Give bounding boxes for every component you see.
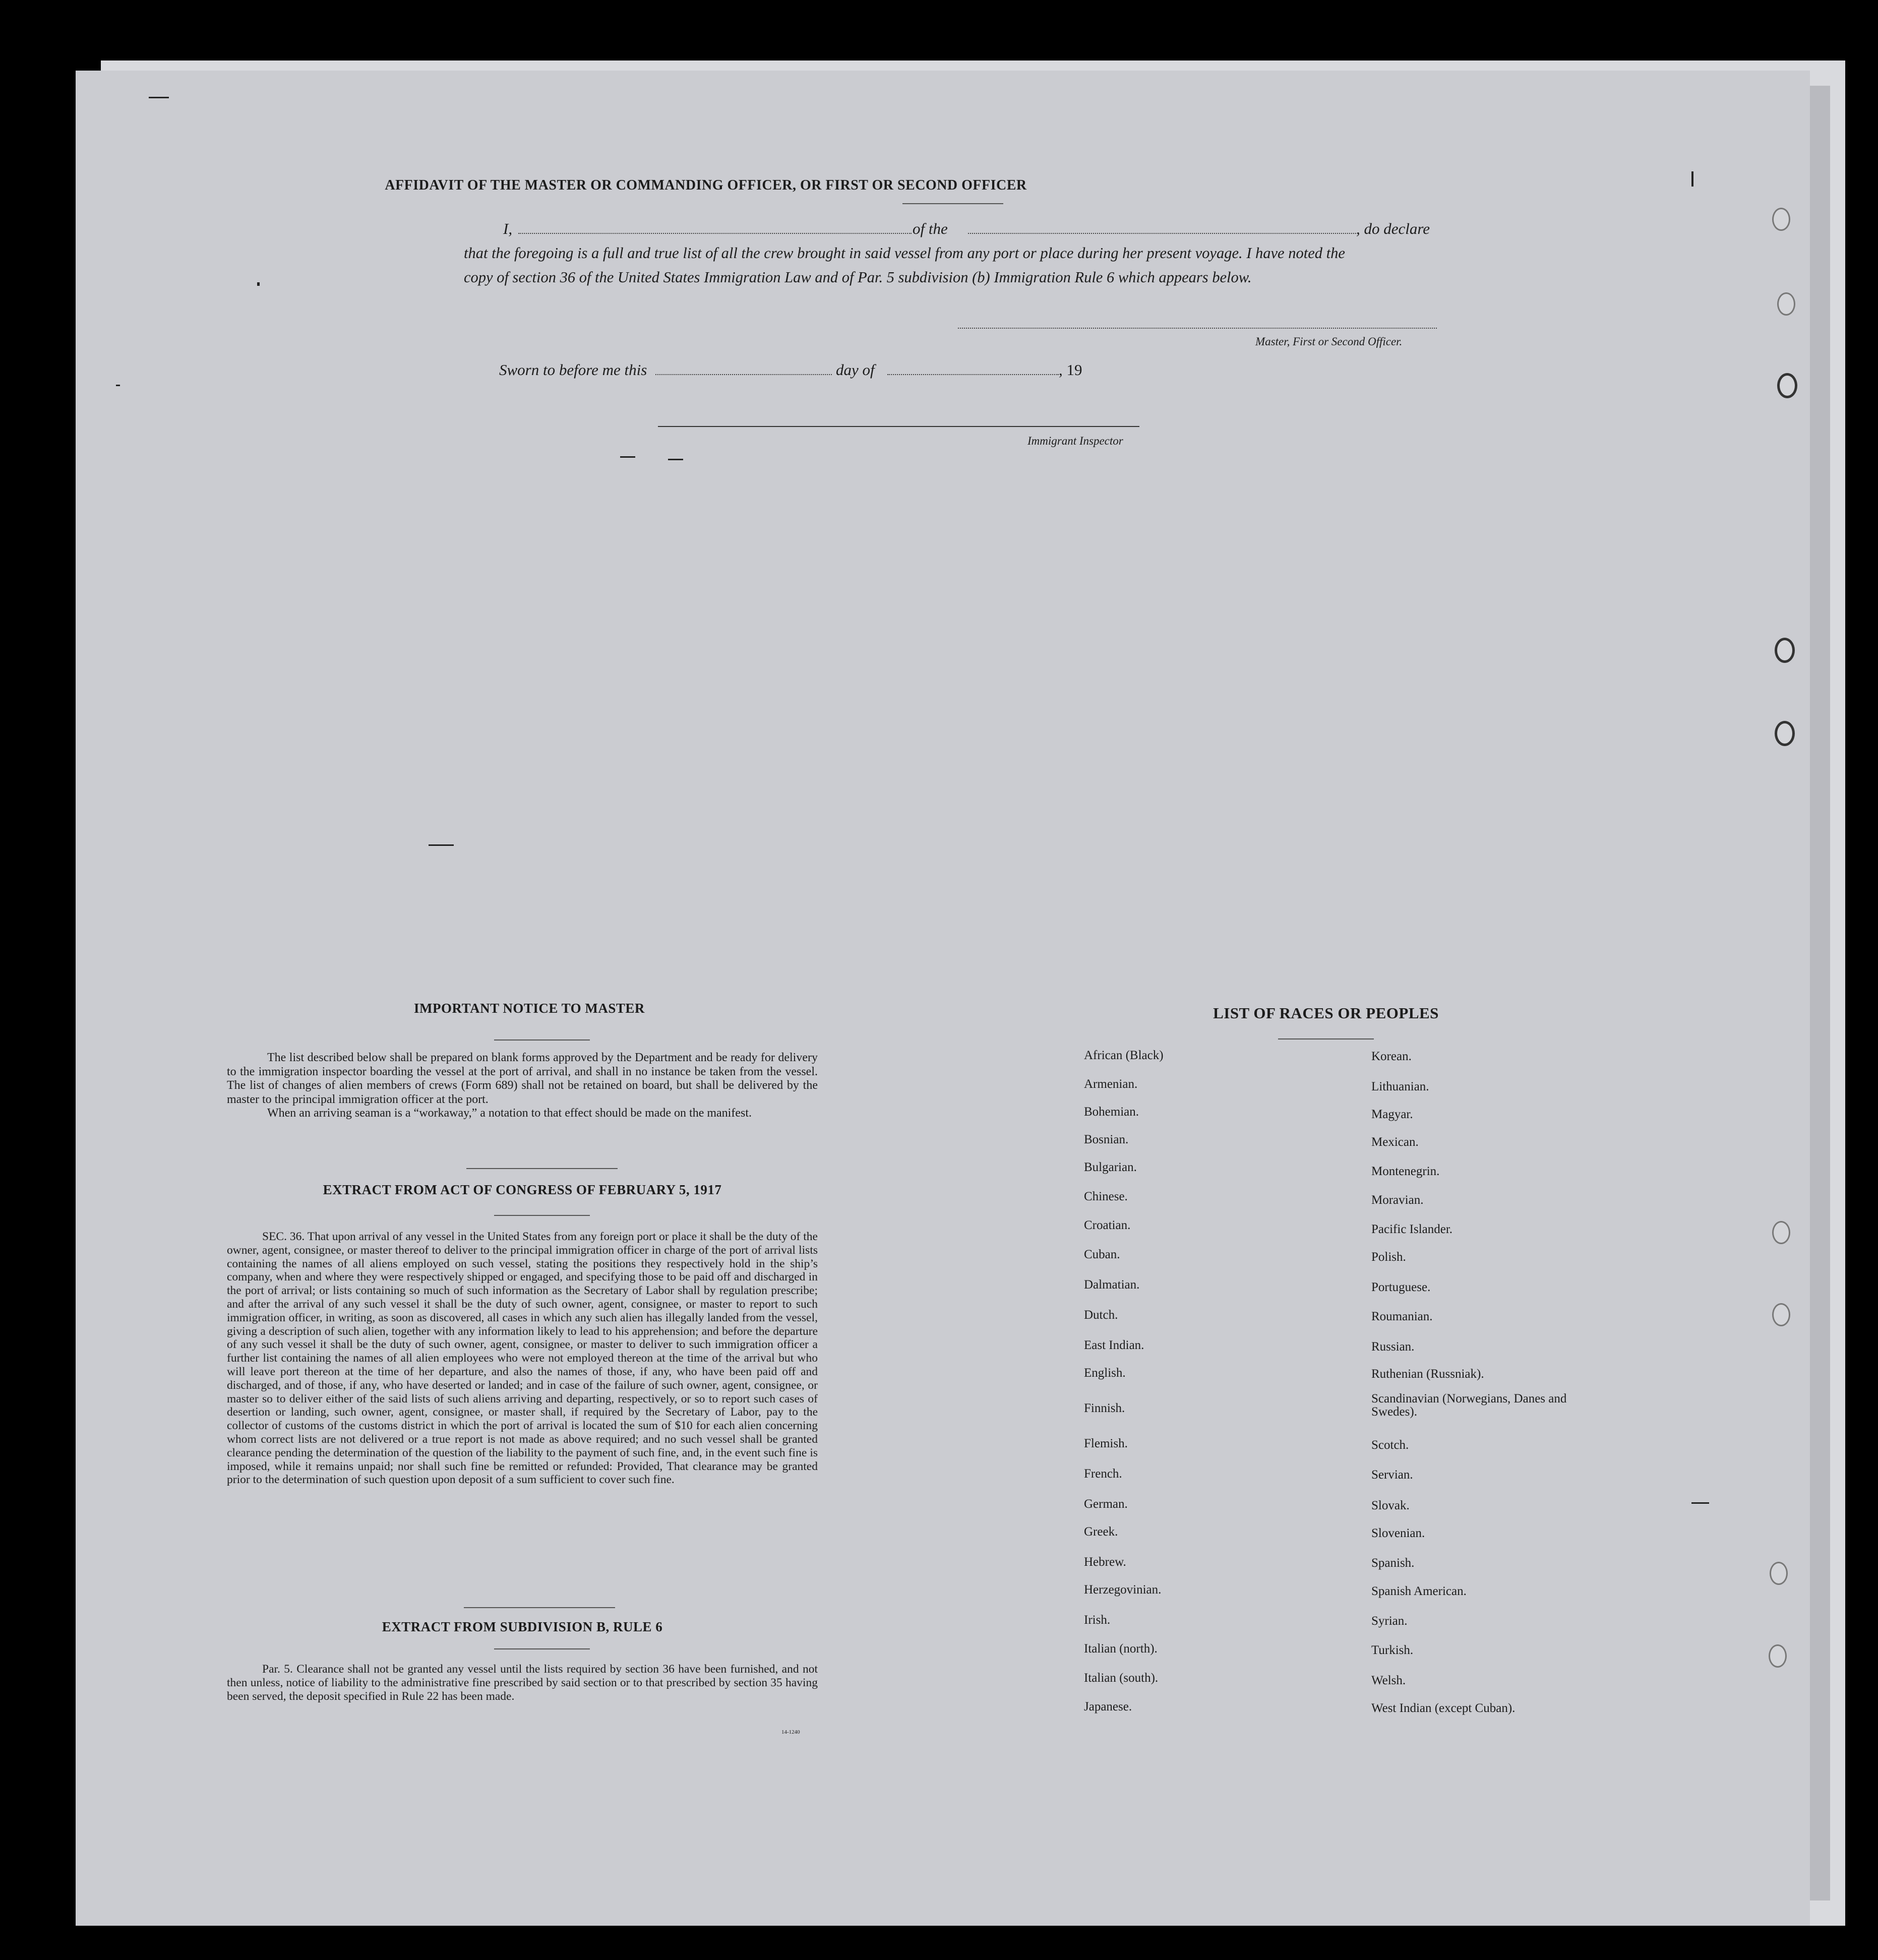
race-item: Dalmatian. <box>1084 1278 1140 1292</box>
divider <box>494 1215 590 1216</box>
race-item: Syrian. <box>1371 1614 1408 1628</box>
master-signature-line <box>958 328 1437 329</box>
race-item: Japanese. <box>1084 1700 1132 1713</box>
race-item: Bosnian. <box>1084 1133 1129 1146</box>
race-item: Bohemian. <box>1084 1105 1139 1119</box>
affidavit-line-2: that the foregoing is a full and true list of all the crew brought in said vessel from any port or place during her present voyage. I have noted the <box>464 244 1345 262</box>
binder-hole <box>1777 373 1797 398</box>
ink-mark <box>116 385 120 386</box>
race-item: Dutch. <box>1084 1308 1118 1322</box>
race-item: Ruthenian (Russniak). <box>1371 1367 1484 1381</box>
race-item: Scotch. <box>1371 1438 1409 1452</box>
race-item: German. <box>1084 1497 1128 1511</box>
document-page <box>76 71 1810 1926</box>
races-title: LIST OF RACES OR PEOPLES <box>1213 1004 1439 1022</box>
race-item: Portuguese. <box>1371 1280 1431 1294</box>
race-item: Korean. <box>1371 1050 1412 1063</box>
race-item: Polish. <box>1371 1250 1406 1264</box>
race-item: Slovak. <box>1371 1499 1410 1512</box>
race-item: English. <box>1084 1366 1126 1380</box>
ink-mark <box>257 282 260 286</box>
race-item: Slovenian. <box>1371 1526 1425 1540</box>
race-item: Italian (south). <box>1084 1671 1159 1685</box>
rule-6-text: Par. 5. Clearance shall not be granted any vessel until the lists required by section 36 have been furnished, and not then unless, notice of liability to the administrative fine prescribed by said section or to that prescribed by section 35 having been served, the deposit specified in Rule 22 has been made. <box>227 1663 818 1703</box>
race-item: African (Black) <box>1084 1049 1164 1062</box>
race-item: Magyar. <box>1371 1108 1413 1121</box>
binder-hole <box>1772 208 1790 231</box>
sworn-day-of: day of <box>836 361 875 379</box>
binder-hole <box>1775 721 1795 746</box>
notice-title: IMPORTANT NOTICE TO MASTER <box>414 1001 645 1016</box>
race-item: Montenegrin. <box>1371 1165 1440 1178</box>
race-item: Spanish American. <box>1371 1584 1467 1598</box>
inspector-signature-line <box>658 426 1139 427</box>
ink-mark <box>668 459 683 460</box>
binder-hole <box>1772 1303 1790 1326</box>
master-label: Master, First or Second Officer. <box>1255 335 1403 348</box>
section-36-text: SEC. 36. That upon arrival of any vessel in the United States from any foreign port or place it shall be the duty of the owner, agent, consignee, or master thereof to deliver to the principal immigration officer in charge of the port of arrival lists containing the names of all aliens employed on such vessel, stating the positions they respectively hold in the ship’s company, when and where they were respectively shipped or engaged, and specifying those to be paid off and discharged in the port of arrival; or lists containing so much of such information as the Secretary of Labor shall by regulation prescribe; and after the arrival of any such vessel it shall be the duty of such owner, agent, consignee, or master to report to such immigration officer, in writing, as soon as discovered, all cases in which any such alien has illegally landed from the vessel, giving a description of such alien, together with any information likely to lead to his apprehension; and before the departure of any such vessel it shall be the duty of such owner, agent, consignee, or master to deliver to such immigration officer a further list containing the names of all alien employees who were not employed thereon at the time of the arrival but who will leave port thereon at the time of her departure, and also the names of those, if any, who have been paid off and discharged, and of those, if any, who have deserted or landed; and in case of the failure of such owner, agent, consignee, or master so to deliver either of the said lists of such aliens arriving and departing, respectively, or so to report such cases of desertion or landing, such owner, agent, consignee, or master shall, if required by the Secretary of Labor, pay to the collector of customs of the customs district in which the port of arrival is located the sum of $10 for each alien concerning whom correct lists are not delivered or a true report is not made as above required; and no such vessel shall be granted clearance pending the determination of the question of the liability to the payment of such fine, and, in the event such fine is imposed, while it remains unpaid; nor shall such fine be remitted or refunded: Provided, That clearance may be granted prior to the determination of such question upon deposit of a sum sufficient to cover such fine. <box>227 1230 818 1487</box>
race-item: Greek. <box>1084 1525 1118 1539</box>
race-item: Servian. <box>1371 1468 1413 1482</box>
binder-hole <box>1769 1644 1787 1668</box>
race-item: East Indian. <box>1084 1338 1144 1352</box>
act-extract-title: EXTRACT FROM ACT OF CONGRESS OF FEBRUARY 5, 1917 <box>323 1182 722 1197</box>
ink-mark <box>149 97 169 98</box>
sworn-prefix: Sworn to before me this <box>499 361 647 379</box>
race-item: Hebrew. <box>1084 1555 1126 1569</box>
race-item: Herzegovinian. <box>1084 1583 1162 1597</box>
vessel-blank <box>968 233 1356 234</box>
rule-extract-body <box>227 1663 818 1703</box>
form-number: 14-1240 <box>781 1729 800 1735</box>
race-item: Chinese. <box>1084 1190 1128 1203</box>
race-item: Armenian. <box>1084 1077 1138 1091</box>
race-item: Scandinavian (Norwegians, Danes and Swedes). <box>1371 1392 1567 1419</box>
race-item: Pacific Islander. <box>1371 1222 1453 1236</box>
sworn-day-blank <box>655 374 832 375</box>
ink-mark <box>1691 171 1693 187</box>
notice-body <box>227 1051 818 1121</box>
sworn-month-blank <box>887 374 1059 375</box>
race-item: Moravian. <box>1371 1193 1424 1207</box>
race-item: Finnish. <box>1084 1401 1125 1415</box>
divider <box>464 1607 615 1608</box>
sworn-year: , 19 <box>1059 361 1082 379</box>
race-item: Bulgarian. <box>1084 1160 1137 1174</box>
affidavit-i: I, <box>503 220 513 237</box>
divider <box>466 1168 618 1169</box>
divider <box>494 1648 590 1649</box>
affidavit-declare: , do declare <box>1356 220 1430 237</box>
binder-hole <box>1770 1562 1788 1585</box>
race-item: French. <box>1084 1467 1122 1481</box>
race-item: Turkish. <box>1371 1643 1414 1657</box>
name-blank <box>518 233 912 234</box>
race-item: Mexican. <box>1371 1135 1419 1149</box>
race-item: Italian (north). <box>1084 1642 1158 1656</box>
binder-hole <box>1777 292 1795 316</box>
act-extract-body <box>227 1230 818 1487</box>
race-item: Flemish. <box>1084 1437 1128 1450</box>
notice-paragraph-2: When an arriving seaman is a “workaway,” a notation to that effect should be made on the manifest. <box>267 1107 752 1120</box>
ink-mark <box>429 844 454 846</box>
race-item: Lithuanian. <box>1371 1080 1429 1093</box>
binder-hole <box>1772 1221 1790 1244</box>
divider <box>1278 1038 1374 1039</box>
race-item: Croatian. <box>1084 1218 1131 1232</box>
ink-mark <box>1691 1502 1709 1504</box>
race-item: Welsh. <box>1371 1674 1406 1687</box>
affidavit-of-the: of the <box>913 220 948 237</box>
inspector-label: Immigrant Inspector <box>1027 435 1123 447</box>
rule-extract-title: EXTRACT FROM SUBDIVISION B, RULE 6 <box>382 1619 663 1634</box>
affidavit-title: AFFIDAVIT OF THE MASTER OR COMMANDING OFFICER, OR FIRST OR SECOND OFFICER <box>385 177 1027 193</box>
race-item: Irish. <box>1084 1613 1111 1627</box>
race-item: Russian. <box>1371 1340 1415 1354</box>
divider <box>902 203 1003 204</box>
ink-mark <box>620 456 635 458</box>
binder-hole <box>1775 638 1795 663</box>
race-item: Spanish. <box>1371 1556 1415 1570</box>
race-item: Roumanian. <box>1371 1310 1433 1323</box>
notice-paragraph-1: The list described below shall be prepared on blank forms approved by the Department and be ready for delivery to the immigration inspector boarding the vessel at the port of arrival, and shall in no instance be taken from the vessel. The list of changes of alien members of crews (Form 689) shall not be retained on board, but shall be delivered by the master to the principal immigration officer at the port. <box>227 1051 818 1106</box>
divider <box>494 1039 590 1040</box>
race-item: Cuban. <box>1084 1248 1120 1261</box>
race-item: West Indian (except Cuban). <box>1371 1701 1516 1715</box>
affidavit-line-3: copy of section 36 of the United States Immigration Law and of Par. 5 subdivision (b) Immigration Rule 6 which appears below. <box>464 269 1252 286</box>
